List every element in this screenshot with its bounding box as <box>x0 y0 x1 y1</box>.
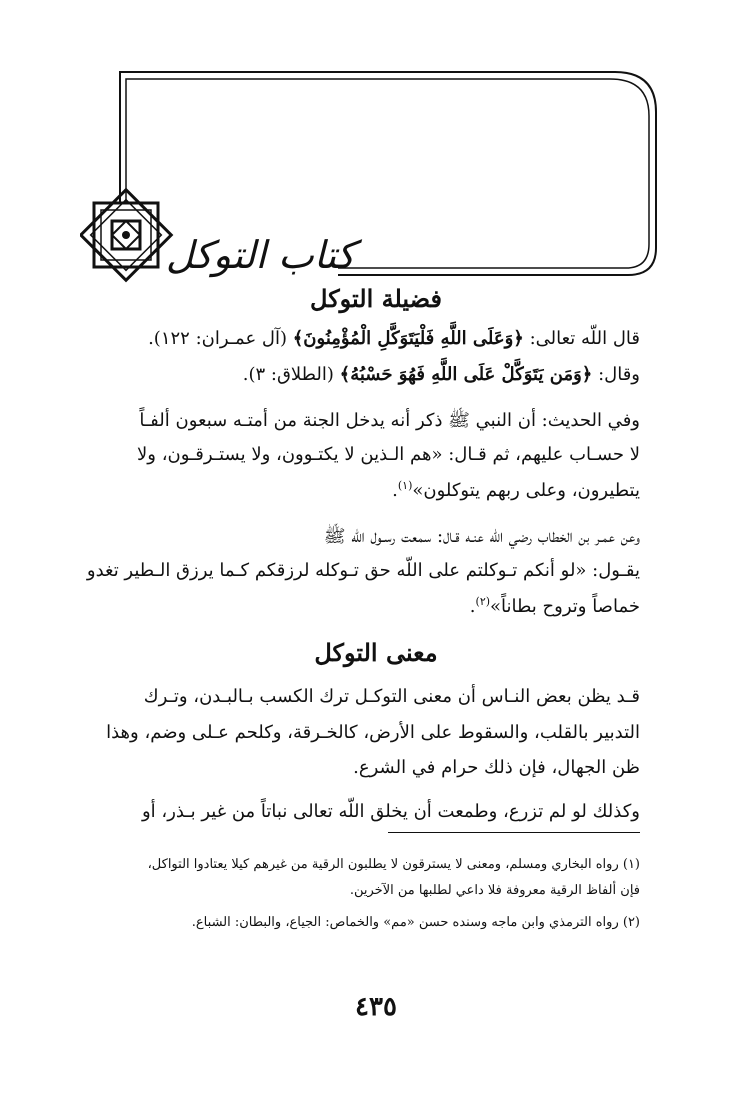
footnote-2-line-1: (٢) رواه الترمذي وابن ماجه وسنده حسن «مم» والخماص: الجياع، والبطان: الشباع. <box>191 915 640 930</box>
footnote-ref-1[interactable]: (١) <box>397 479 413 492</box>
verse-2-quote: ﴿وَمَن يَتَوَكَّلْ عَلَى اللَّهِ فَهُوَ حَسْبُهُ﴾ <box>339 364 593 385</box>
verse-2-ref: (الطلاق: ٣). <box>242 364 340 385</box>
chapter-title: كتاب التوكل <box>165 233 355 277</box>
footnote-1-line-1: (١) رواه البخاري ومسلم، ومعنى لا يسترقون لا يطلبون الرقية من غيرهم كيلا يعتادوا التواكل، <box>147 857 640 872</box>
hadith-2-line-3-text: خماصاً وتروح بطاناً» <box>490 596 640 617</box>
hadith-2-line-3 <box>470 596 640 616</box>
verse-2-prefix: وقال: <box>592 364 640 385</box>
hadith-2-end: . <box>469 596 476 617</box>
verse-2 <box>243 366 640 384</box>
meaning-line-4: وكذلك لو لم تزرع، وطمعت أن يخلق اللّه تعالى نباتاً من غير بـذر، أو <box>141 801 640 822</box>
hadith-1-line-3-text: يتطيرون، وعلى ربهم يتوكلون» <box>412 480 640 501</box>
verse-1 <box>148 330 640 348</box>
meaning-line-3: ظن الجهال، فإن ذلك حرام في الشرع. <box>353 757 640 778</box>
hadith-1-line-2: لا حسـاب عليهم، ثم قـال: «هم الـذين لا يكتـوون، ولا يستـرقـون، ولا <box>137 444 640 465</box>
footnote-ref-2[interactable]: (٢) <box>475 595 491 608</box>
verse-1-prefix: قال اللّه تعالى: <box>523 328 640 349</box>
hadith-1-line-1: وفي الحديث: أن النبي ﷺ ذكر أنه يدخل الجنة من أمتـه سبعون ألفـاً <box>139 410 640 431</box>
verse-1-quote: ﴿وَعَلَى اللَّهِ فَلْيَتَوَكَّلِ الْمُؤْمِنُونَ﴾ <box>292 328 524 349</box>
hadith-1-line-3 <box>392 480 640 500</box>
verse-1-ref: (آل عمـران: ١٢٢). <box>148 328 293 349</box>
hadith-1-end: . <box>392 480 398 501</box>
section-heading-meaning: معنى التوكل <box>314 638 438 667</box>
footnote-1-line-2: فإن ألفاظ الرقية معروفة فلا داعي لطلبها من الآخرين. <box>349 883 640 898</box>
page-number: ٤٣٥ <box>355 992 397 1022</box>
ornament-star-icon <box>81 190 172 281</box>
section-heading-virtue: فضيلة التوكل <box>310 284 442 313</box>
meaning-line-1: قـد يظن بعض النـاس أن معنى التوكـل ترك الكسب بـالبـدن، وتـرك <box>143 686 640 707</box>
hadith-2-line-1: وعن عمـر بن الخطاب رضي اللّه عنـه قـال: سمعت رسـول اللّه ﷺ <box>323 526 640 547</box>
meaning-line-2: التدبير بالقلب، والسقوط على الأرض، كالخـرقة، وكلحم عـلى وضم، وهذا <box>106 722 640 743</box>
footnote-separator <box>388 832 640 833</box>
hadith-2-line-2: يقـول: «لو أنكم تـوكلتم على اللّه حق تـوكله لرزقكم كـما يرزق الـطير تغدو <box>86 560 640 581</box>
